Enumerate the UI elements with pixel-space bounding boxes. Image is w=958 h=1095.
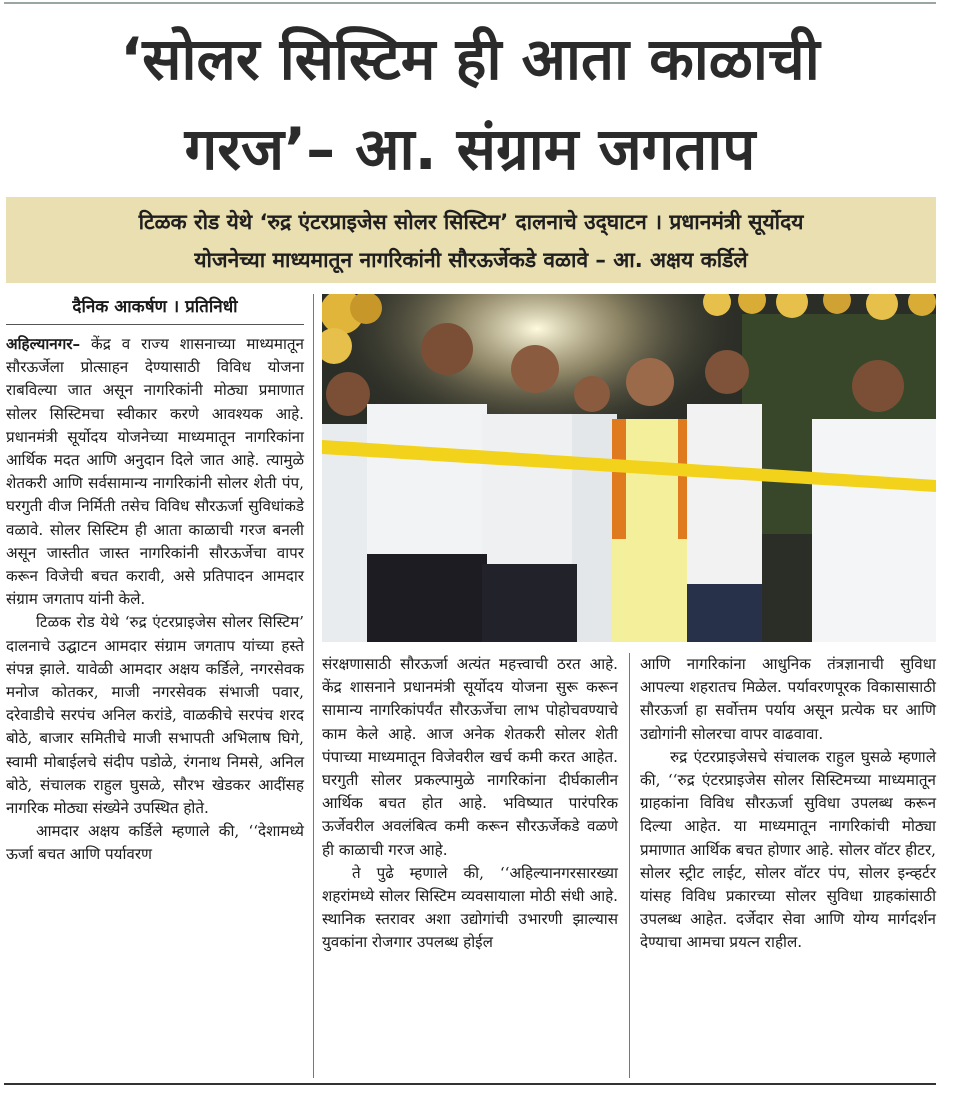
news-photo <box>322 294 936 642</box>
column-3-paragraph-1: आणि नागरिकांना आधुनिक तंत्रज्ञानाची सुविधा आपल्या शहरातच मिळेल. पर्यावरणपूरक विकासासाठी सौरऊर्जा हा सर्वोत्तम पर्याय असून प्रत्येक घर आणि उद्योगांनी सोलरचा वापर वाढवावा. <box>640 655 936 743</box>
byline: दैनिक आकर्षण । प्रतिनिधी <box>72 297 238 317</box>
byline-rule <box>6 324 304 325</box>
column-1-paragraph-2: टिळक रोड येथे ‘रुद्र एंटरप्राइजेस सोलर सिस्टिम’ दालनाचे उद्घाटन आमदार संग्राम जगताप यांच्या हस्ते संपन्न झाले. यावेळी आमदार अक्षय कर्डिले, नगरसेवक मनोज कोतकर, माजी नगरसेवक संभाजी पवार, दरेवाडीचे सरपंच अनिल करांडे, वाळकीचे सरपंच शरद बोठे, बाजार समितीचे माजी सभापती अभिलाष घिगे, स्वामी मोबाईलचे संदीप पडोळे, रंगनाथ निमसे, अनिल बोठे, संचालक राहुल घुसळे, सौरभ खेडकर आदींसह नागरिक मोठ्या संख्येने उपस्थित होते. <box>6 613 304 818</box>
article-column-1 <box>6 333 304 867</box>
article-column-2 <box>322 653 618 955</box>
article-column-3 <box>640 653 936 955</box>
headline-line-2: गरज’– आ. संग्राम जगताप <box>184 115 756 183</box>
column-1-paragraph-1 <box>6 333 304 611</box>
column-2-paragraph-1: संरक्षणासाठी सौरऊर्जा अत्यंत महत्त्वाची ठरत आहे. केंद्र शासनाने प्रधानमंत्री सूर्योदय योजना सुरू करून सामान्य नागरिकांपर्यंत सौरऊर्जेचा लाभ पोहोचवण्याचे काम केले आहे. आज अनेक शेतकरी सोलर शेती पंपाच्या माध्यमातून विजेवरील खर्च कमी करत आहेत. घरगुती सोलर प्रकल्पामुळे नागरिकांना दीर्घकालीन आर्थिक बचत होत आहे. भविष्यात पारंपरिक ऊर्जेवरील अवलंबित्व कमी करून सौरऊर्जेकडे वळणे ही काळाची गरज आहे. <box>322 655 618 859</box>
column-1-paragraph-3: आमदार अक्षय कर्डिले म्हणाले की, ‘‘देशामध्ये ऊर्जा बचत आणि पर्यावरण <box>6 822 304 864</box>
column-1-paragraph-1-text: केंद्र व राज्य शासनाच्या माध्यमातून सौरऊर्जेला प्रोत्साहन देण्यासाठी विविध योजना राबविल्या जात असून नागरिकांनी मोठ्या प्रमाणात सोलर सिस्टिमचा स्वीकार करणे आवश्यक आहे. प्रधानमंत्री सूर्योदय योजनेच्या माध्यमातून नागरिकांना आर्थिक मदत आणि अनुदान दिले जात आहे. त्यामुळे शेतकरी आणि सर्वसामान्य नागरिकांनी सोलर शेती पंप, घरगुती वीज निर्मिती तसेच विविध सौरऊर्जा सुविधांकडे वळावे. सोलर सिस्टिम ही आता काळाची गरज बनली असून जास्तीत जास्त नागरिकांनी सौरऊर्जेचा वापर करून विजेची बचत करावी, असे प्रतिपादन आमदार संग्राम जगताप यांनी केले. <box>6 335 304 609</box>
headline-line-1: ‘सोलर सिस्टिम ही आता काळाची <box>120 25 820 93</box>
headline <box>10 14 930 194</box>
ribbon-cutting-photo <box>322 294 936 642</box>
subheadline-line-1: टिळक रोड येथे ‘रुद्र एंटरप्राइजेस सोलर सिस्टिम’ दालनाचे उद्‌घाटन । प्रधानमंत्री सूर्योदय <box>138 210 804 234</box>
column-divider-1 <box>313 294 314 1078</box>
column-2-paragraph-2: ते पुढे म्हणाले की, ‘‘अहिल्यानगरसारख्या शहरांमध्ये सोलर सिस्टिम व्यवसायाला मोठी संधी आहे. स्थानिक स्तरावर अशा उद्योगांची उभारणी झाल्यास युवकांना रोजगार उपलब्ध होईल <box>322 863 618 952</box>
top-rule <box>4 2 936 4</box>
column-divider-2 <box>629 653 630 1078</box>
subheadline-line-2: योजनेच्या माध्यमातून नागरिकांनी सौरऊर्जेकडे वळावे – आ. अक्षय कर्डिले <box>194 248 748 272</box>
dateline: अहिल्यानगर– <box>6 335 81 353</box>
bottom-rule <box>4 1083 936 1085</box>
subheadline-box <box>6 197 936 283</box>
column-3-paragraph-2: रुद्र एंटरप्राइजेसचे संचालक राहुल घुसळे म्हणाले की, ‘‘रुद्र एंटरप्राइजेस सोलर सिस्टिमच्या माध्यमातून ग्राहकांना विविध सौरऊर्जा सुविधा उपलब्ध करून दिल्या आहेत. या माध्यमातून नागरिकांची मोठ्या प्रमाणात आर्थिक बचत होणार आहे. सोलर वॉटर हीटर, सोलर स्ट्रीट लाईट, सोलर वॉटर पंप, सोलर इन्व्हर्टर यांसह विविध प्रकारच्या सोलर सुविधा ग्राहकांसाठी उपलब्ध आहेत. दर्जेदार सेवा आणि योग्य मार्गदर्शन देण्याचा आमचा प्रयत्न राहील. <box>640 747 937 952</box>
